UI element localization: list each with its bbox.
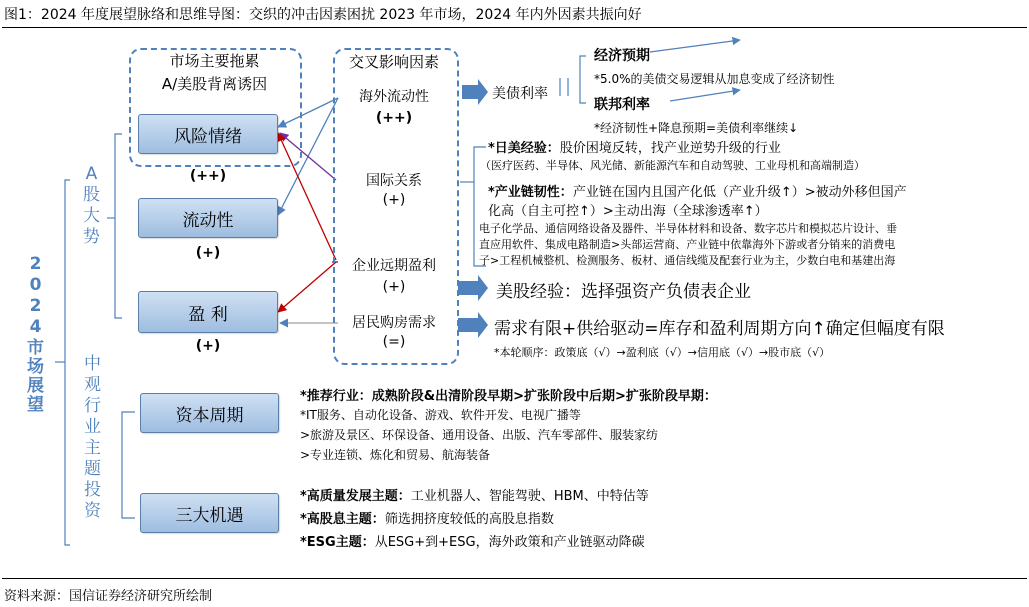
liquidity-sign: (+)	[195, 245, 221, 261]
left-brace	[55, 180, 70, 545]
cross-item-housing-demand: 居民购房需求	[352, 315, 436, 331]
cross-item-overseas-liquidity-sign: (++)	[375, 110, 413, 126]
demand-supply-conclusion: 需求有限+供给驱动=库存和盈利周期方向↑确定但幅度有限	[494, 319, 945, 339]
theme-high-quality: *高质量发展主题：工业机器人、智能驾驶、HBM、中特估等	[300, 489, 649, 504]
recommended-industries-line2: >旅游及景区、环保设备、通用设备、出版、汽车零部件、服装家纺	[300, 428, 659, 442]
bottoming-order-note: *本轮顺序：政策底（√）→盈利底（√）→信用底（√）→股市底（√）	[494, 346, 831, 359]
earnings-sign: (+)	[195, 338, 221, 354]
micro-theme-vertical-label: 中 观 行 业 主 题 投 资	[84, 354, 101, 521]
supply-chain-resilience-line2: 化高（自主可控↑）>主动出海（全球渗透率↑）	[488, 204, 768, 219]
cross-item-housing-demand-sign: (=)	[382, 334, 406, 350]
fed-rate-note: *经济韧性+降息预期=美债利率继续↓	[594, 121, 799, 135]
supply-chain-detail-2: 直应用软件、集成电路制造>头部运营商、产业链中依靠海外下游或者分销来的消费电	[479, 238, 896, 251]
fed-rate-title: 联邦利率	[594, 97, 650, 113]
recommended-industries-head: *推荐行业：成熟阶段&出清阶段早期>扩张阶段中后期>扩张阶段早期：	[300, 389, 717, 404]
capital-cycle-box[interactable]: 资本周期	[140, 393, 279, 433]
cross-item-intl-relations: 国际关系	[366, 173, 422, 189]
theme-high-dividend: *高股息主题：筛选拥挤度较低的高股息指数	[300, 512, 554, 527]
cross-item-forward-earnings: 企业远期盈利	[352, 258, 436, 274]
earnings-box[interactable]: 盈 利	[138, 291, 278, 333]
a-share-vertical-label: A 股 大 势	[83, 164, 100, 247]
supply-chain-detail-1: 电子化学品、通信网络设备及器件、半导体材料和设备、数字芯片和模拟芯片设计、垂	[479, 222, 897, 235]
recommended-industries-line3: >专业连锁、炼化和贸易、航海装备	[300, 448, 491, 462]
cross-factors-title: 交叉影响因素	[348, 53, 439, 71]
theme-esg: *ESG主题：从ESG+到+ESG，海外政策和产业链驱动降碳	[300, 535, 645, 550]
figure-title: 图1：2024 年度展望脉络和思维导图：交织的冲击因素困扰 2023 年市场，2024 年内外因素共振向好	[4, 7, 642, 23]
risk-sentiment-sign: (++)	[189, 168, 227, 184]
bottom-rule	[2, 578, 1027, 579]
three-opportunities-box[interactable]: 三大机遇	[140, 493, 279, 533]
source-note: 资料来源：国信证券经济研究所绘制	[4, 589, 213, 604]
us-stock-experience: 美股经验：选择强资产负债表企业	[496, 282, 751, 302]
market-drag-title: 市场主要拖累 A/美股背离诱因	[161, 52, 268, 93]
micro-brace	[122, 412, 135, 518]
risk-sentiment-box[interactable]: 风险情绪	[138, 114, 278, 154]
supply-chain-resilience: *产业链韧性：产业链在国内且国产化低（产业升级↑）>被动外移但国产	[488, 185, 907, 200]
a-share-brace	[107, 134, 122, 318]
cross-item-overseas-liquidity: 海外流动性	[359, 89, 429, 105]
economic-expectation-title: 经济预期	[594, 48, 650, 64]
right-fat-arrows	[458, 79, 488, 338]
economic-expectation-note: *5.0%的美债交易逻辑从加息变成了经济韧性	[594, 72, 835, 86]
cross-item-forward-earnings-sign: (+)	[382, 279, 406, 295]
supply-chain-detail-3: 子>工程机械整机、检测服务、板材、通信线缆及配套行业为主，少数白电和基建出海	[479, 254, 896, 267]
cross-item-intl-relations-sign: (+)	[382, 192, 406, 208]
us-treasury-rate-label: 美债利率	[492, 86, 548, 102]
japan-us-experience: *日美经验：股价困境反转，找产业逆势升级的行业	[488, 141, 781, 156]
recommended-industries-line1: *IT服务、自动化设备、游戏、软件开发、电视广播等	[300, 408, 581, 422]
market-outlook-vertical-label: 2 0 2 4 市 场 展 望	[27, 254, 44, 415]
liquidity-box[interactable]: 流动性	[138, 198, 278, 238]
japan-us-experience-industries: （医疗医药、半导体、风光储、新能源汽车和自动驾驶、工业母机和高端制造）	[480, 159, 865, 172]
